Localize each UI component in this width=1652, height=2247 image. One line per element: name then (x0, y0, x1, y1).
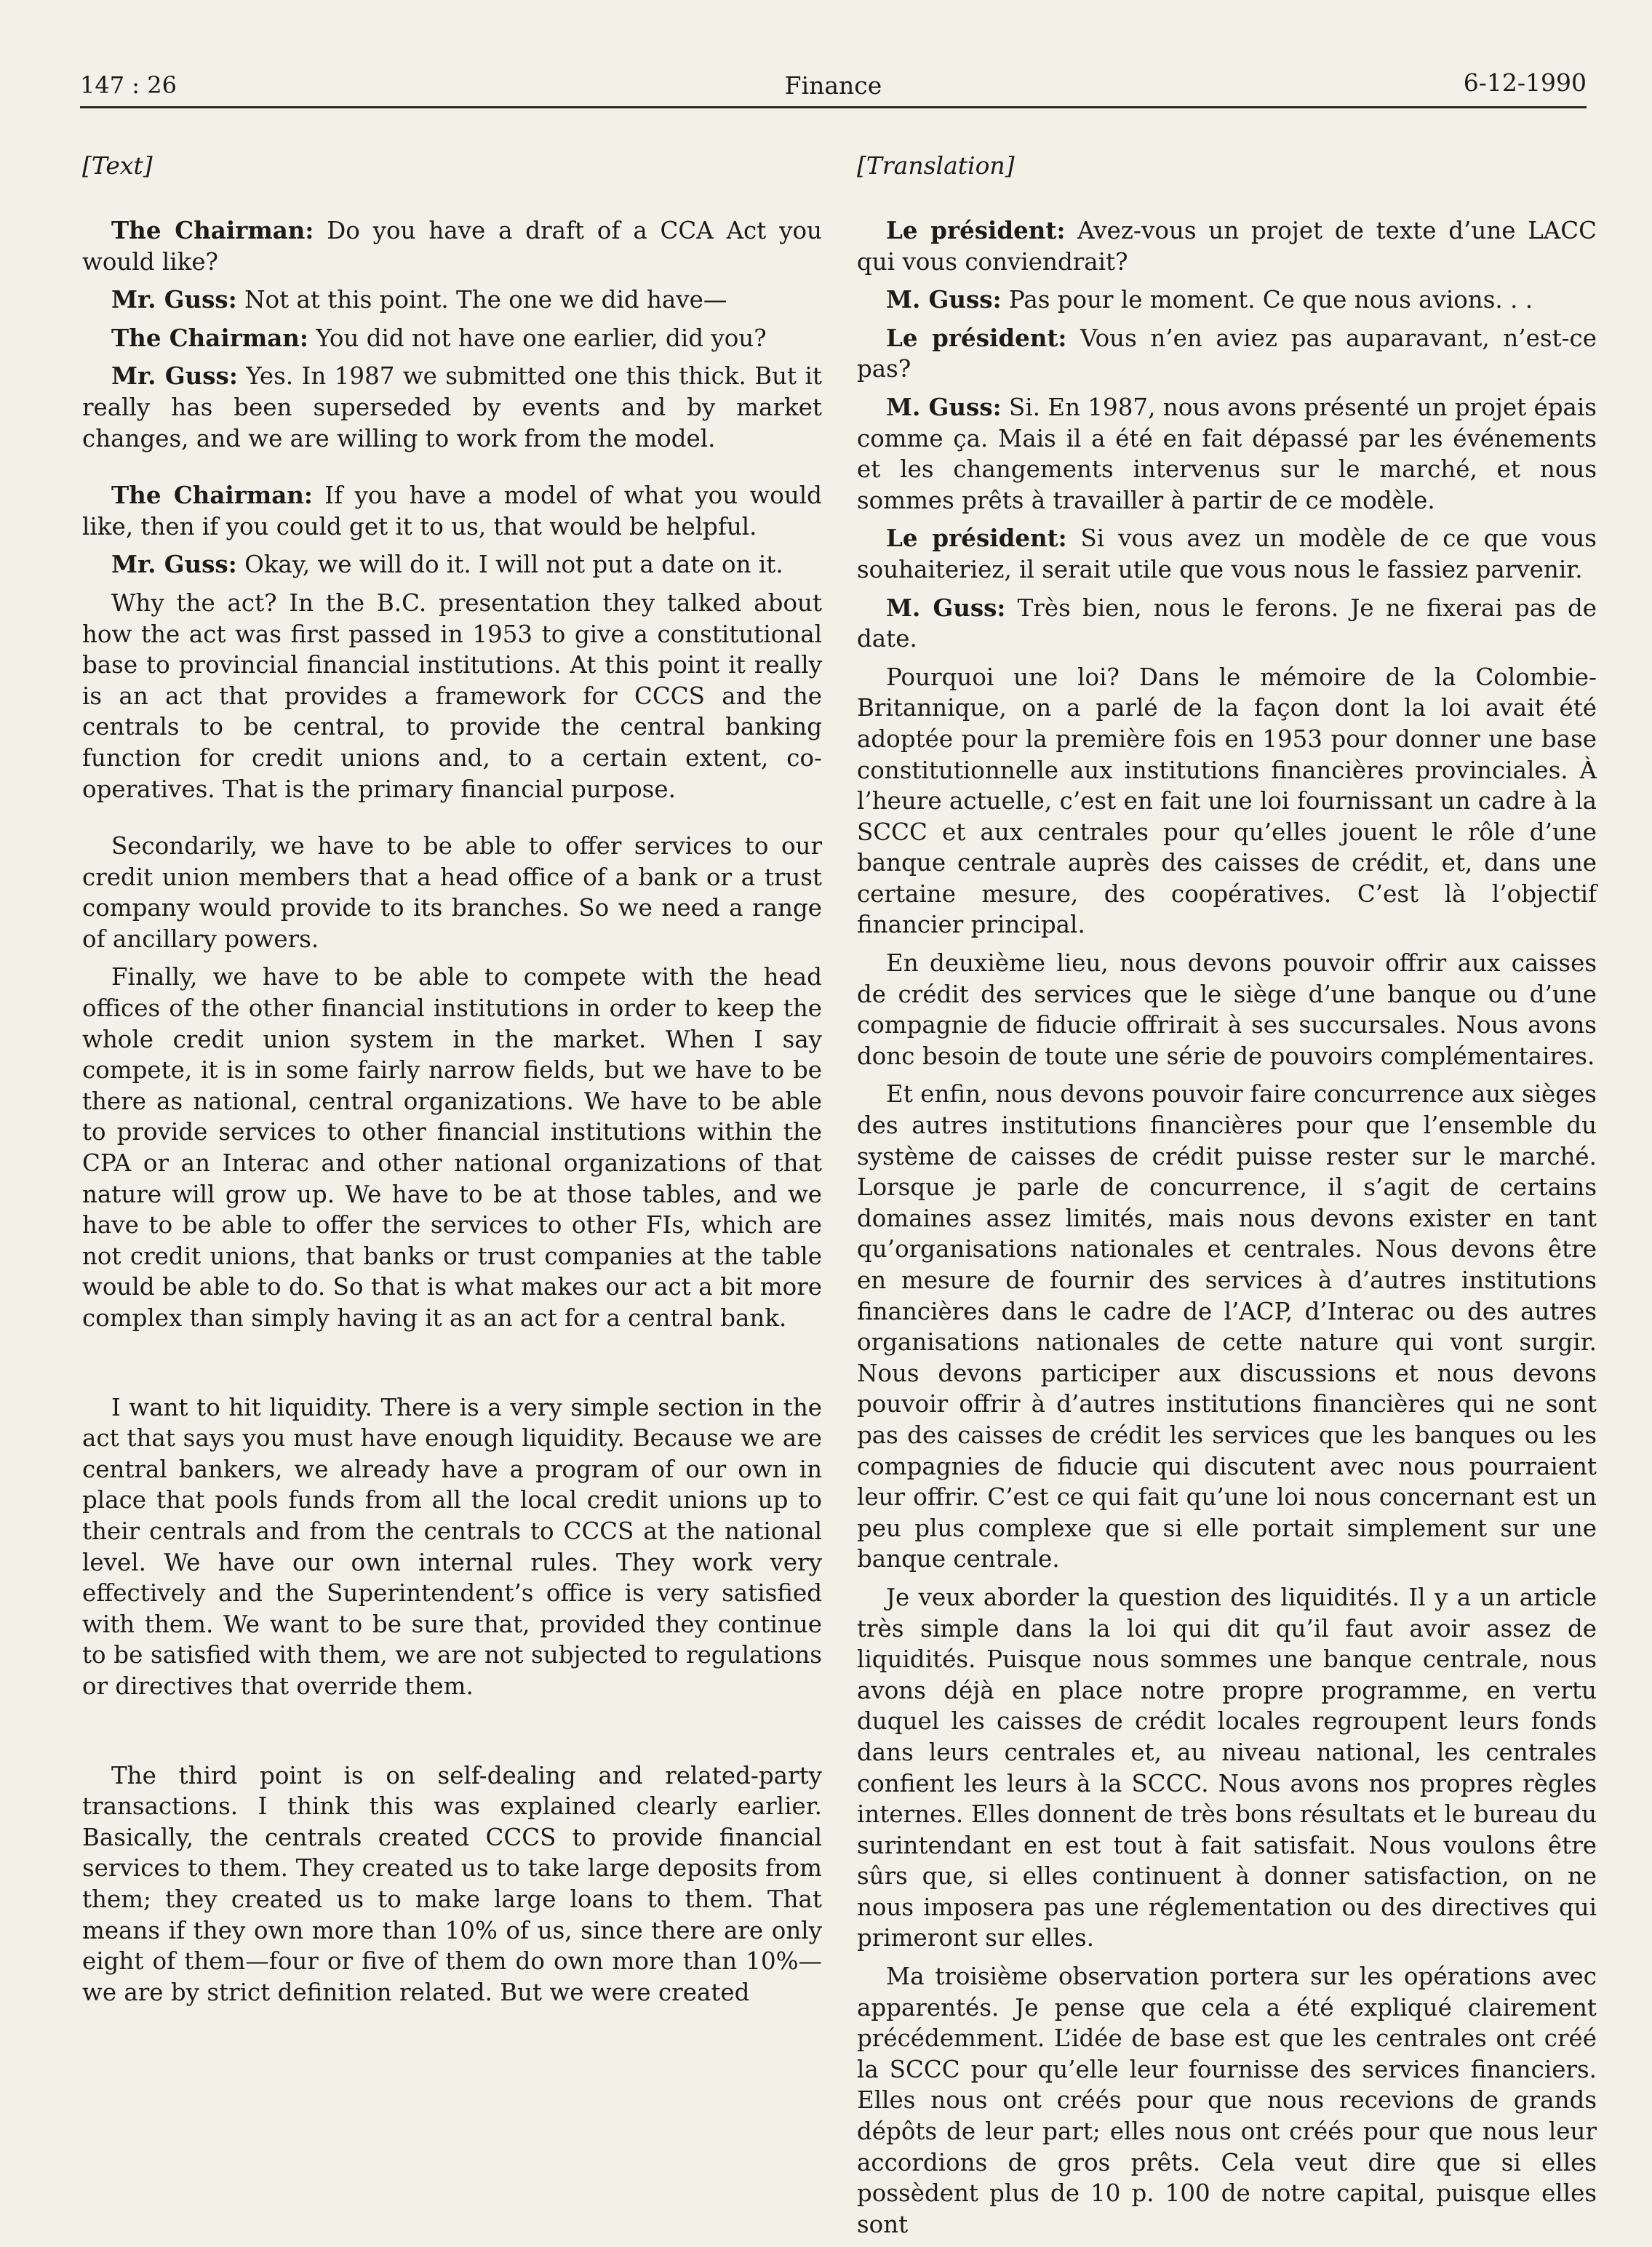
paragraph (82, 1392, 822, 1702)
header-date: 6-12-1990 (1463, 68, 1587, 97)
paragraph (857, 323, 1597, 385)
paragraph-text: Et enfin, nous devons pouvoir faire concurrence aux sièges des autres institutions financières pour que l’ensemble du système de caisses de crédit puisse rester sur le marché. Lorsque je parle de concurrence, il s’agit de certains domaines assez limités, mais nous devons exister en tant qu’organisations nationales et centrales. Nous devons être en mesure de fournir des services à d’autres institutions financières dans le cadre de l’ACP, d’Interac ou des autres organisations nationales de cette nature qui vont surgir. Nous devons participer aux discussions et nous devons pouvoir offrir à d’autres institutions financières qui ne sont pas des caisses de crédit les services que les banques ou les compagnies de fiducie qui discutent avec nous pourraient leur offrir. C’est ce qui fait qu’une loi nous concernant est un peu plus complexe que si elle portait simplement sur une banque centrale. (857, 1080, 1597, 1573)
paragraph (82, 215, 822, 277)
speaker-name: The Chairman: (111, 323, 308, 352)
paragraph-text: I want to hit liquidity. There is a very simple section in the act that says you must have enough liquidity. Because we are central bankers, we already have a program of our own in place that pools funds from all the local credit unions up to their centrals and from the centrals to CCCS at the national level. We have our own internal rules. They work very effectively and the Superintendent’s office is very satisfied with them. We want to be sure that, provided they continue to be satisfied with them, we are not subjected to regulations or directives that override them. (82, 1393, 822, 1700)
paragraph-text: Très bien, nous le ferons. Je ne fixerai pas de date. (857, 594, 1597, 653)
paragraph-text: Yes. In 1987 we submitted one this thick. But it really has been superseded by events and by market changes, and we are willing to work from the model. (82, 362, 822, 452)
paragraph (857, 392, 1597, 516)
paragraph-text: En deuxième lieu, nous devons pouvoir offrir aux caisses de crédit des services que le siège d’une banque ou d’une compagnie de fiducie offrirait à ses succursales. Nous avons donc besoin de toute une série de pouvoirs complémentaires. (857, 949, 1597, 1070)
paragraph (857, 523, 1597, 585)
paragraph (82, 962, 822, 1333)
paragraph (857, 948, 1597, 1071)
paragraph-text: Not at this point. The one we did have— (236, 286, 727, 314)
speaker-name: Le président: (886, 524, 1067, 553)
paragraph-text: Pourquoi une loi? Dans le mémoire de la Colombie-Britannique, on a parlé de la façon dont la loi avait été adoptée pour la première fois en 1953 pour donner une base constitutionnelle aux institutions financières provinciales. À l’heure actuelle, c’est en fait une loi fournissant un cadre à la SCCC et aux centrales pour qu’elles jouent le rôle d’une banque centrale auprès des caisses de crédit, et, dans une certaine mesure, des coopératives. C’est là l’objectif financier principal. (857, 663, 1597, 939)
paragraph-text: Okay, we will do it. I will not put a date on it. (236, 551, 783, 579)
speaker-name: Mr. Guss: (111, 285, 237, 314)
paragraph-text: Why the act? In the B.C. presentation they talked about how the act was first passed in 1953 to give a constitutional base to provincial financial institutions. At this point it really is an act that provides a framework for CCCS and the centrals to be central, to provide the central banking function for credit unions and, to a certain extent, co-operatives. That is the primary financial purpose. (82, 588, 822, 803)
paragraph-text: Pas pour le moment. Ce que nous avions. . . (1001, 286, 1533, 314)
paragraph-text: Si. En 1987, nous avons présenté un projet épais comme ça. Mais il a été en fait dépassé par les événements et les changements intervenus sur le marché, et nous sommes prêts à travailler à partir de ce modèle. (857, 393, 1597, 514)
speaker-name: Le président: (886, 323, 1067, 352)
paragraph (82, 480, 822, 542)
page-number: 147 : 26 (80, 71, 177, 99)
page-header (80, 65, 1587, 108)
paragraph-text: Si vous avez un modèle de ce que vous souhaiteriez, il serait utile que vous nous le fassiez parvenir. (857, 524, 1597, 583)
paragraph (857, 662, 1597, 941)
speaker-name: The Chairman: (111, 481, 313, 510)
paragraph (82, 549, 822, 580)
paragraph (82, 1760, 822, 2008)
paragraph-text: Secondarily, we have to be able to offer services to our credit union members that a head office of a bank or a trust company would provide to its branches. So we need a range of ancillary powers. (82, 832, 822, 953)
paragraph (82, 588, 822, 805)
paragraph-text: Ma troisième observation portera sur les opérations avec apparentés. Je pense que cela a été expliqué clairement précédemment. L’idée de base est que les centrales ont créé la SCCC pour qu’elle leur fournisse des services financiers. Elles nous ont créés pour que nous recevions de grands dépôts de leur part; elles nous ont créés pour que nous leur accordions de gros prêts. Cela veut dire que si elles possèdent plus de 10 p. 100 de notre capital, puisque elles sont (857, 1963, 1597, 2238)
paragraph (82, 323, 822, 354)
paragraph-text: If you have a model of what you would like, then if you could get it to us, that would be helpful. (82, 482, 822, 540)
paragraph-text: You did not have one earlier, did you? (308, 324, 767, 352)
running-title: Finance (784, 71, 882, 100)
paragraph-text: The third point is on self-dealing and related-party transactions. I think this was explained clearly earlier. Basically, the centrals created CCCS to provide financial services to them. They created us to take large deposits from them; they created us to make large loans to them. That means if they own more than 10% of us, since there are only eight of them—four or five of them do own more than 10%—we are by strict definition related. But we were created (82, 1761, 822, 2006)
speaker-name: M. Guss: (886, 392, 1002, 421)
paragraph (82, 831, 822, 954)
text-label: [Text] (82, 151, 153, 180)
paragraph (82, 361, 822, 454)
paragraph-text: Je veux aborder la question des liquidités. Il y a un article très simple dans la loi qui dit qu’il faut avoir assez de liquidités. Puisque nous sommes une banque centrale, nous avons déjà en place notre propre programme, en vertu duquel les caisses de crédit locales regroupent leurs fonds dans leurs centrales et, au niveau national, les centrales confient les leurs à la SCCC. Nous avons nos propres règles internes. Elles donnent de très bons résultats et le bureau du surintendant en est tout à fait satisfait. Nous voulons être sûrs que, si elles continuent à donner satisfaction, on ne nous imposera pas une réglementation ou des directives qui primeront sur elles. (857, 1583, 1597, 1952)
paragraph-text: Do you have a draft of a CCA Act you would like? (82, 217, 822, 276)
paragraph (857, 1079, 1597, 1575)
english-column (82, 151, 822, 2015)
french-column (857, 151, 1597, 2247)
paragraph (857, 593, 1597, 655)
paragraph (857, 284, 1597, 316)
header-rule (80, 106, 1587, 108)
paragraph (857, 1961, 1597, 2240)
speaker-name: M. Guss: (886, 593, 1006, 622)
speaker-name: M. Guss: (886, 285, 1002, 314)
paragraph-text: Finally, we have to be able to compete with the head offices of the other financial institutions in order to keep the whole credit union system in the market. When I say compete, it is in some fairly narrow fields, but we have to be there as national, central organizations. We have to be able to provide services to other financial institutions within the CPA or an Interac and other national organizations of that nature will grow up. We have to be at those tables, and we have to be able to offer the services to other FIs, which are not credit unions, that banks or trust companies at the table would be able to do. So that is what makes our act a bit more complex than simply having it as an act for a central bank. (82, 963, 822, 1332)
paragraph-text: Vous n’en aviez pas auparavant, n’est-ce pas? (857, 324, 1597, 383)
paragraph (857, 1582, 1597, 1954)
speaker-name: Le président: (886, 216, 1066, 244)
paragraph-text: Avez-vous un projet de texte d’une LACC qui vous conviendrait? (857, 217, 1597, 276)
translation-label: [Translation] (857, 151, 1015, 180)
paragraph (82, 284, 822, 316)
speaker-name: Mr. Guss: (111, 550, 237, 579)
paragraph (857, 215, 1597, 277)
speaker-name: Mr. Guss: (111, 362, 238, 391)
speaker-name: The Chairman: (111, 216, 314, 244)
